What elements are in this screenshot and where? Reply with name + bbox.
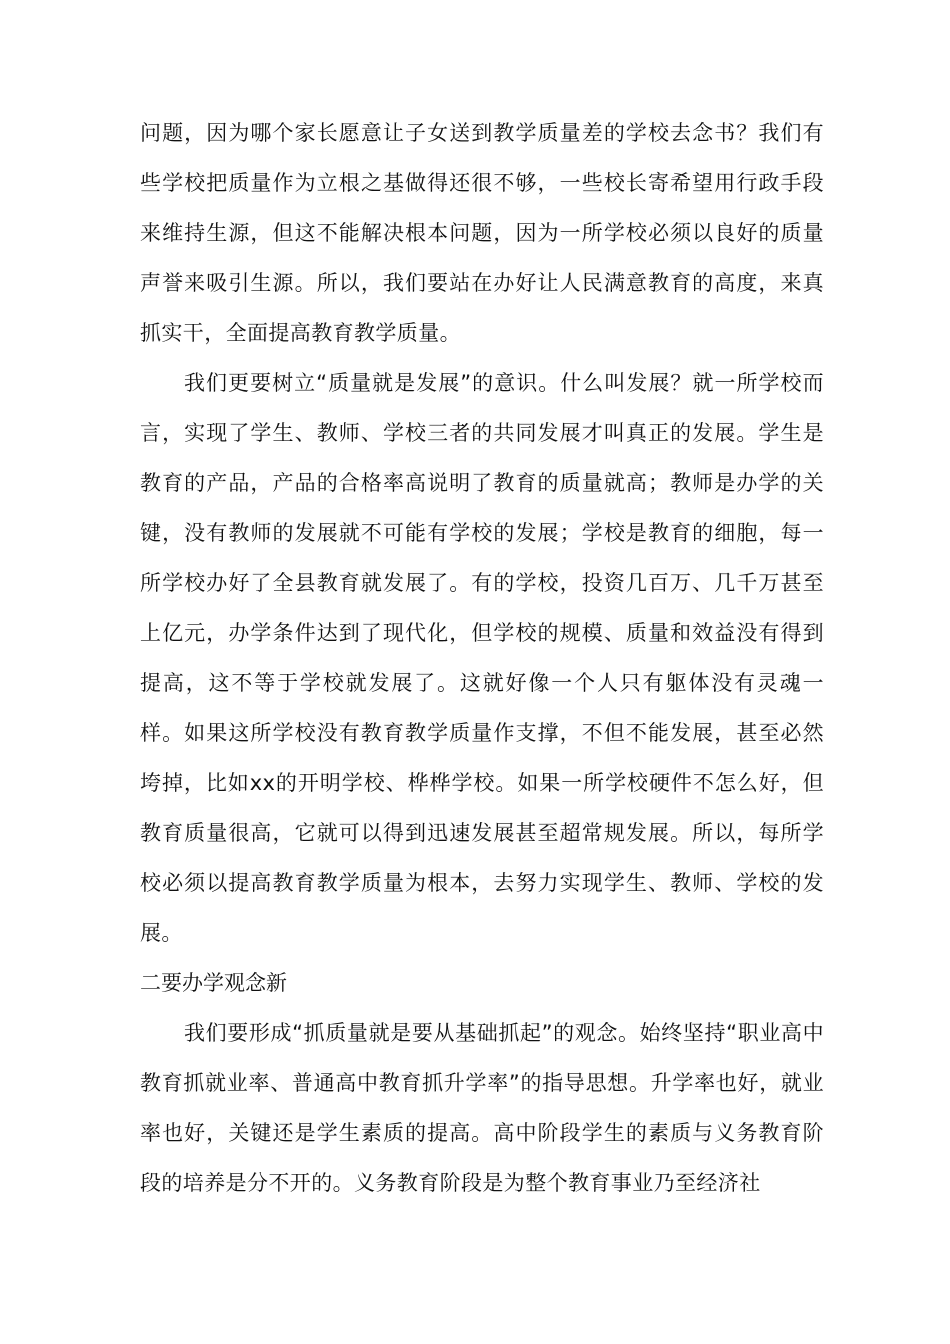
paragraph-foundation: 我们要形成“抓质量就是要从基础抓起”的观念。始终坚持“职业高中教育抓就业率、普通高中教育抓升学率”的指导思想。升学率也好，就业率也好，关键还是学生素质的提高。高中阶段学生的素质与义务教育阶段的培养是分不开的。义务教育阶段是为整个教育事业乃至经济社 <box>140 1021 824 1195</box>
paragraph-quality-development: 我们更要树立“质量就是发展”的意识。什么叫发展？就一所学校而言，实现了学生、教师、学校三者的共同发展才叫真正的发展。学生是教育的产品，产品的合格率高说明了教育的质量就高；教师是办学的关键，没有教师的发展就不可能有学校的发展；学校是教育的细胞，每一所学校办好了全县教育就发展了。有的学校，投资几百万、几千万甚至上亿元，办学条件达到了现代化，但学校的规模、质量和效益没有得到提高，这不等于学校就发展了。这就好像一个人只有躯体没有灵魂一样。如果这所学校没有教育教学质量作支撑，不但不能发展，甚至必然垮掉，比如xx的开明学校、桦桦学校。如果一所学校硬件不怎么好，但教育质量很高，它就可以得到迅速发展甚至超常规发展。所以，每所学校必须以提高教育教学质量为根本，去努力实现学生、教师、学校的发展。 <box>140 371 824 945</box>
paragraph-continued: 问题，因为哪个家长愿意让子女送到教学质量差的学校去念书？我们有些学校把质量作为立根之基做得还很不够，一些校长寄希望用行政手段来维持生源，但这不能解决根本问题，因为一所学校必须以良好的质量声誉来吸引生源。所以，我们要站在办好让人民满意教育的高度，来真抓实干，全面提高教育教学质量。 <box>140 121 824 345</box>
document-page <box>140 108 824 1208</box>
section-heading: 二要办学观念新 <box>140 971 287 995</box>
